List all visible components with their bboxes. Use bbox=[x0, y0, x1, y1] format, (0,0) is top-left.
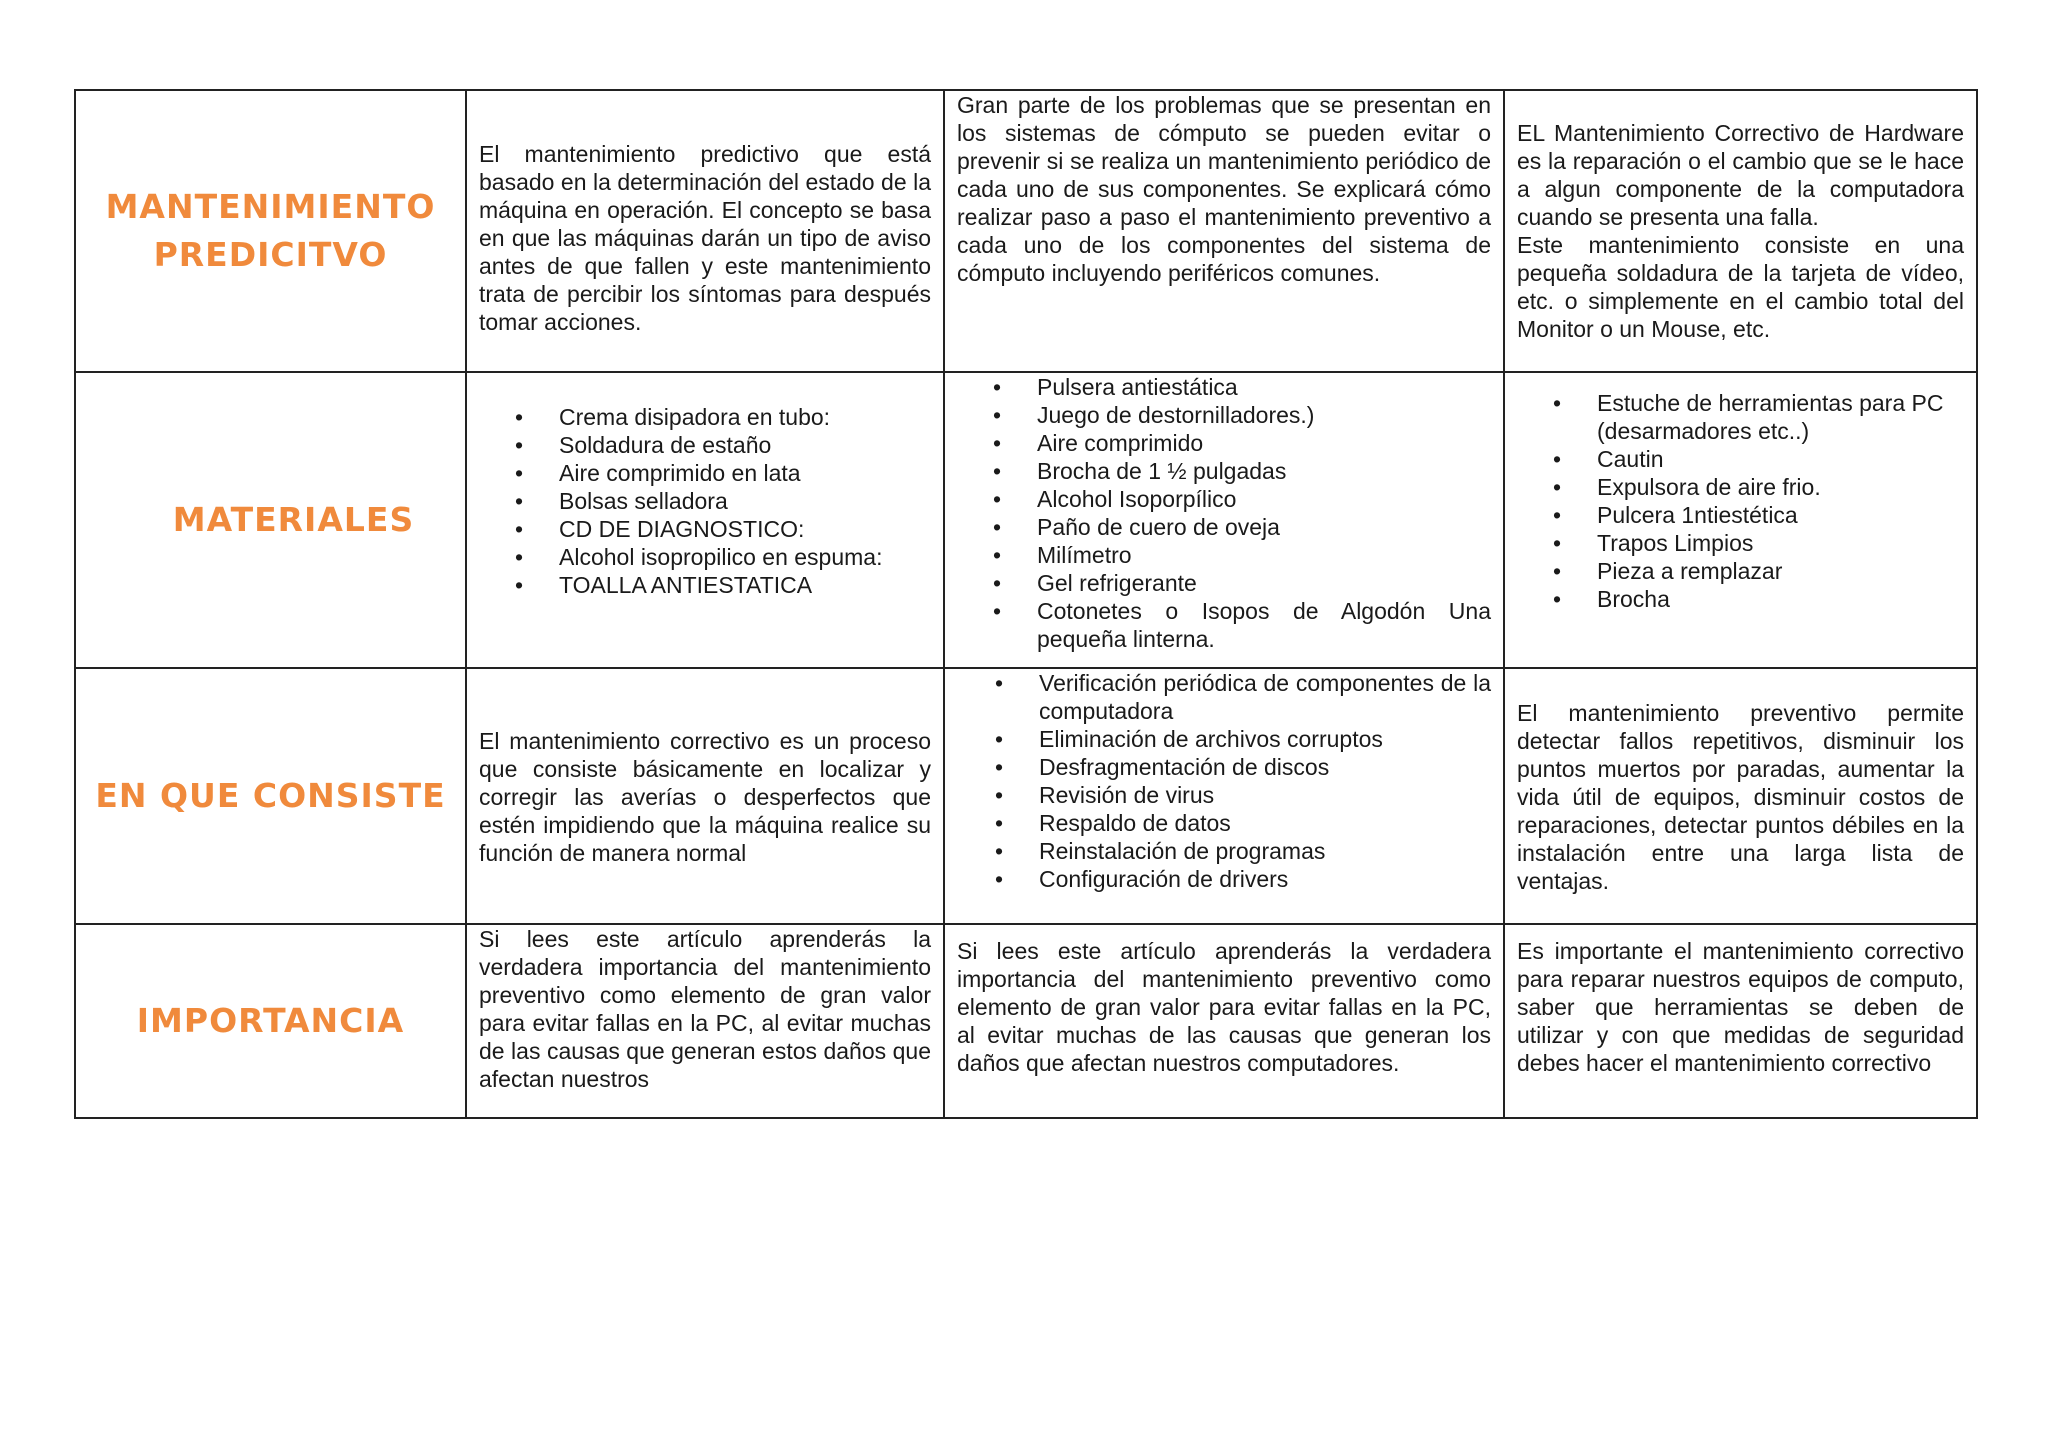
row-header-line-2: PREDICITVO bbox=[153, 235, 388, 274]
row-importancia bbox=[75, 924, 1977, 1118]
bullet-icon: • bbox=[1553, 558, 1562, 584]
bullet-icon: • bbox=[995, 838, 1004, 864]
list-item: • Trapos Limpios bbox=[1553, 530, 1754, 556]
cell-paragraph: Si lees este artículo aprenderás la verdadera importancia del mantenimiento preventivo como elemento de gran valor para evitar fallas en la PC, al evitar muchas de las causas que generan los daños que afectan nuestros computadores. bbox=[957, 938, 1491, 1076]
materials-list bbox=[479, 403, 931, 599]
materials-list bbox=[957, 373, 1491, 653]
list-item: • CD DE DIAGNOSTICO: bbox=[515, 516, 805, 542]
list-item: • Respaldo de datos bbox=[995, 810, 1231, 836]
list-item: • Pieza a remplazar bbox=[1553, 558, 1783, 584]
bullet-icon: • bbox=[515, 516, 524, 542]
table-cell bbox=[466, 90, 944, 372]
list-item: • Cotonetes o Isopos de Algodón Una pequeña linterna. bbox=[993, 598, 1491, 652]
bullet-icon: • bbox=[1553, 530, 1562, 556]
bullet-icon: • bbox=[1553, 586, 1562, 612]
row-header-line-1: MATERIALES bbox=[172, 500, 415, 539]
list-item: • Desfragmentación de discos bbox=[995, 754, 1330, 780]
bullet-icon: • bbox=[993, 598, 1002, 624]
list-item: • Pulcera 1ntiestética bbox=[1553, 502, 1798, 528]
table-cell bbox=[944, 372, 1504, 668]
row-header-cell bbox=[75, 924, 466, 1118]
list-item: • Brocha bbox=[1553, 586, 1670, 612]
table-cell bbox=[1504, 90, 1977, 372]
list-item: • Eliminación de archivos corruptos bbox=[995, 726, 1383, 752]
bullet-icon: • bbox=[993, 458, 1002, 484]
materials-list bbox=[1517, 389, 1964, 613]
bullet-icon: • bbox=[515, 432, 524, 458]
bullet-icon: • bbox=[995, 810, 1004, 836]
list-item: • Pulsera antiestática bbox=[993, 374, 1238, 400]
list-item: • Bolsas selladora bbox=[515, 488, 728, 514]
cell-paragraph: Este mantenimiento consiste en una pequeña soldadura de la tarjeta de vídeo, etc. o simplemente en el cambio total del Monitor o un Mouse, etc. bbox=[1517, 232, 1964, 342]
list-item: • Verificación periódica de componentes de la computadora bbox=[995, 670, 1491, 724]
table-cell bbox=[944, 90, 1504, 372]
row-mantenimiento-predictivo bbox=[75, 90, 1977, 372]
bullet-icon: • bbox=[1553, 474, 1562, 500]
bullet-icon: • bbox=[515, 488, 524, 514]
bullet-icon: • bbox=[995, 782, 1004, 808]
table-cell bbox=[944, 668, 1504, 924]
list-item: • Estuche de herramientas para PC (desarmadores etc..) bbox=[1553, 390, 1944, 444]
table-cell bbox=[1504, 372, 1977, 668]
cell-paragraph: El mantenimiento preventivo permite detectar fallos repetitivos, disminuir los puntos muertos por paradas, aumentar la vida útil de equipos, disminuir costos de reparaciones, detectar puntos débiles en la instalación entre una larga lista de ventajas. bbox=[1517, 700, 1964, 894]
row-header-cell bbox=[75, 372, 466, 668]
list-item: • Alcohol Isoporpílico bbox=[993, 486, 1237, 512]
list-item: • Configuración de drivers bbox=[995, 866, 1289, 892]
bullet-icon: • bbox=[993, 570, 1002, 596]
bullet-icon: • bbox=[995, 754, 1004, 780]
row-header-cell bbox=[75, 668, 466, 924]
bullet-icon: • bbox=[993, 542, 1002, 568]
row-en-que-consiste bbox=[75, 668, 1977, 924]
list-item: • Expulsora de aire frio. bbox=[1553, 474, 1821, 500]
bullet-icon: • bbox=[1553, 446, 1562, 472]
list-item: • Alcohol isopropilico en espuma: bbox=[515, 544, 883, 570]
list-item: • Brocha de 1 ½ pulgadas bbox=[993, 458, 1287, 484]
list-item: • Paño de cuero de oveja bbox=[993, 514, 1280, 540]
bullet-icon: • bbox=[993, 486, 1002, 512]
list-item: • Cautin bbox=[1553, 446, 1664, 472]
list-item: • Crema disipadora en tubo: bbox=[515, 404, 831, 430]
list-item: • Revisión de virus bbox=[995, 782, 1215, 808]
bullet-icon: • bbox=[993, 430, 1002, 456]
table-cell bbox=[466, 924, 944, 1118]
consiste-list bbox=[957, 669, 1491, 893]
comparison-table bbox=[74, 89, 1978, 1119]
list-item: • Aire comprimido bbox=[993, 430, 1204, 456]
bullet-icon: • bbox=[995, 866, 1004, 892]
table-cell bbox=[944, 924, 1504, 1118]
list-item: • Reinstalación de programas bbox=[995, 838, 1326, 864]
list-item: • TOALLA ANTIESTATICA bbox=[515, 572, 813, 598]
table-cell bbox=[466, 668, 944, 924]
bullet-icon: • bbox=[995, 726, 1004, 752]
bullet-icon: • bbox=[1553, 502, 1562, 528]
row-materiales bbox=[75, 372, 1977, 668]
cell-paragraph: EL Mantenimiento Correctivo de Hardware es la reparación o el cambio que se le hace a algun componente de la computadora cuando se presenta una falla. bbox=[1517, 120, 1964, 230]
row-header-line-1: MANTENIMIENTO bbox=[105, 187, 436, 226]
list-item: • Soldadura de estaño bbox=[515, 432, 772, 458]
bullet-icon: • bbox=[515, 404, 524, 430]
list-item: • Juego de destornilladores.) bbox=[993, 402, 1315, 428]
cell-paragraph: Si lees este artículo aprenderás la verdadera importancia del mantenimiento preventivo como elemento de gran valor para evitar fallas en la PC, al evitar muchas de las causas que generan estos daños que afectan nuestros bbox=[479, 926, 931, 1092]
table-cell bbox=[466, 372, 944, 668]
bullet-icon: • bbox=[1553, 390, 1562, 416]
bullet-icon: • bbox=[515, 544, 524, 570]
bullet-icon: • bbox=[993, 514, 1002, 540]
cell-paragraph: El mantenimiento correctivo es un proceso que consiste básicamente en localizar y corregir las averías o desperfectos que estén impidiendo que la máquina realice su función de manera normal bbox=[479, 728, 931, 866]
list-item: • Gel refrigerante bbox=[993, 570, 1197, 596]
list-item: • Milímetro bbox=[993, 542, 1132, 568]
bullet-icon: • bbox=[993, 374, 1002, 400]
row-header-line-1: IMPORTANCIA bbox=[136, 1001, 405, 1040]
cell-paragraph: El mantenimiento predictivo que está basado en la determinación del estado de la máquina en operación. El concepto se basa en que las máquinas darán un tipo de aviso antes de que fallen y este mantenimiento trata de percibir los síntomas para después tomar acciones. bbox=[479, 141, 931, 335]
cell-paragraph: Es importante el mantenimiento correctivo para reparar nuestros equipos de computo, saber que herramientas se deben de utilizar y con que medidas de seguridad debes hacer el mantenimiento correctivo bbox=[1517, 938, 1964, 1076]
list-item: • Aire comprimido en lata bbox=[515, 460, 801, 486]
bullet-icon: • bbox=[515, 572, 524, 598]
table-cell bbox=[1504, 668, 1977, 924]
cell-paragraph: Gran parte de los problemas que se presentan en los sistemas de cómputo se pueden evitar o prevenir si se realiza un mantenimiento periódico de cada uno de sus componentes. Se explicará cómo realizar paso a paso el mantenimiento preventivo a cada uno de los componentes del sistema de cómputo incluyendo periféricos comunes. bbox=[957, 92, 1491, 286]
bullet-icon: • bbox=[995, 670, 1004, 696]
row-header-cell bbox=[75, 90, 466, 372]
table-cell bbox=[1504, 924, 1977, 1118]
row-header-line-1: EN QUE CONSISTE bbox=[95, 776, 446, 815]
bullet-icon: • bbox=[993, 402, 1002, 428]
bullet-icon: • bbox=[515, 460, 524, 486]
